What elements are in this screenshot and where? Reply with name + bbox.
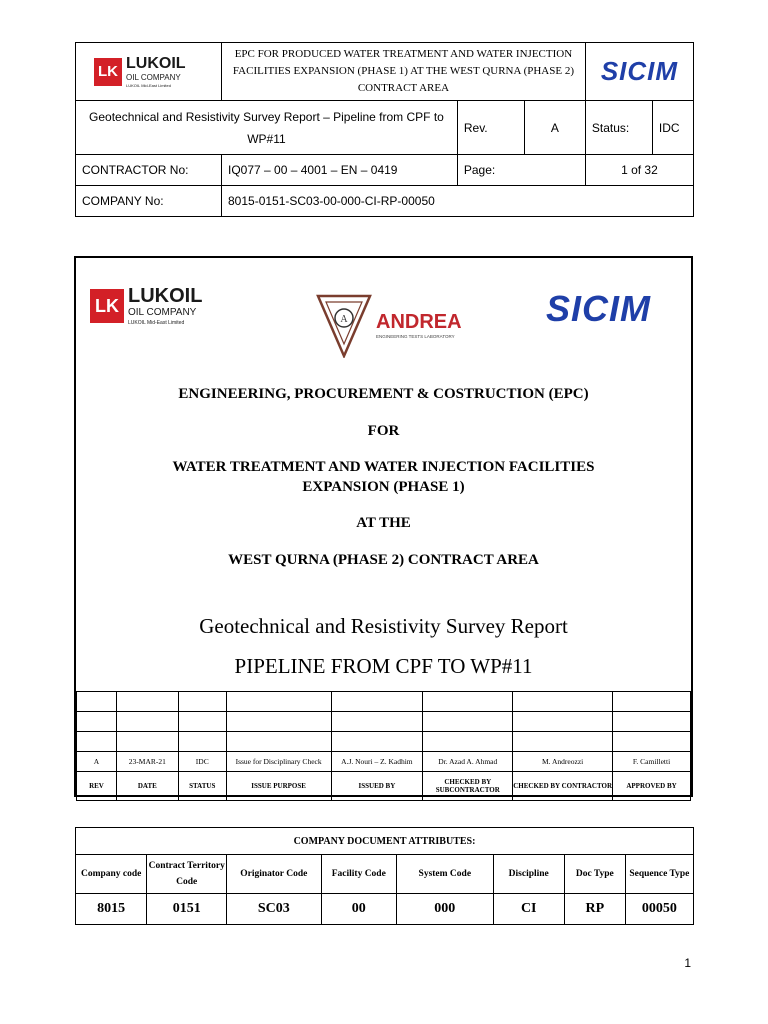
company-label: COMPANY No:: [76, 186, 222, 217]
lukoil-logo: [76, 56, 221, 88]
attr-header-sequence-type: Sequence Type: [625, 855, 693, 894]
attr-value-doc-type: RP: [564, 894, 625, 925]
rev-value: A: [524, 101, 585, 155]
revision-blank-row: [77, 732, 691, 752]
attributes-values-row: [76, 894, 694, 925]
page-label: Page:: [457, 155, 585, 186]
revision-labels-row: [77, 772, 691, 801]
status-label: Status:: [585, 101, 652, 155]
svg-text:A: A: [340, 314, 348, 325]
label-checked-by-subcontractor: CHECKED BY SUBCONTRACTOR: [423, 772, 513, 801]
cover-lukoil-logo: [90, 286, 202, 326]
revision-issued-by: A.J. Nouri – Z. Kadhim: [331, 752, 423, 772]
label-approved-by: APPROVED BY: [613, 772, 691, 801]
contractor-label: CONTRACTOR No:: [76, 155, 222, 186]
lukoil-logo-text: LUKOIL: [126, 54, 186, 72]
report-title: Geotechnical and Resistivity Survey Report: [199, 614, 568, 638]
cover-lukoil-logo-text: LUKOIL: [128, 285, 203, 307]
attr-value-originator-code: SC03: [227, 894, 321, 925]
company-value: 8015-0151-SC03-00-000-CI-RP-00050: [222, 186, 694, 217]
attr-header-discipline: Discipline: [493, 855, 564, 894]
andrea-triangle-emblem-icon: [316, 292, 372, 358]
cover-heading-project-line2: EXPANSION (PHASE 1): [302, 479, 465, 495]
revision-table: [76, 691, 691, 801]
revision-checked-by-contractor: M. Andreozzi: [513, 752, 613, 772]
attr-header-facility-code: Facility Code: [321, 855, 397, 894]
attr-header-contract-territory-code: Contract Territory Code: [147, 855, 227, 894]
cover-heading-at-the: AT THE: [356, 515, 411, 531]
cover-lukoil-emblem-icon: LK: [90, 289, 124, 323]
revision-rev: A: [77, 752, 117, 772]
attr-value-system-code: 000: [397, 894, 494, 925]
revision-blank-row: [77, 692, 691, 712]
cover-page: [74, 256, 693, 797]
document-attributes-table: [75, 827, 694, 925]
attributes-caption: COMPANY DOCUMENT ATTRIBUTES:: [76, 828, 694, 855]
report-subtitle: PIPELINE FROM CPF TO WP#11: [234, 654, 533, 678]
label-status: STATUS: [178, 772, 226, 801]
andrea-logo: [316, 292, 462, 358]
lukoil-logo-tagline: LUKOIL Mid-East Limited: [126, 82, 171, 88]
cover-heading-epc: ENGINEERING, PROCUREMENT & COSTRUCTION (EPC): [178, 386, 589, 402]
document-header: [75, 42, 694, 217]
attributes-header-row: [76, 855, 694, 894]
label-issued-by: ISSUED BY: [331, 772, 423, 801]
document-title: Geotechnical and Resistivity Survey Report – Pipeline from CPF to WP#11: [76, 101, 458, 155]
attr-value-contract-territory-code: 0151: [147, 894, 227, 925]
revision-row: [77, 752, 691, 772]
project-title: EPC FOR PRODUCED WATER TREATMENT AND WATER INJECTION FACILITIES EXPANSION (PHASE 1) AT THE WEST QURNA (PHASE 2) CONTRACT AREA: [222, 43, 586, 101]
cover-heading-project-line1: WATER TREATMENT AND WATER INJECTION FACILITIES: [172, 459, 595, 475]
cover-lukoil-logo-tagline: LUKOIL Mid-East Limited: [128, 320, 185, 326]
attr-header-originator-code: Originator Code: [227, 855, 321, 894]
header-lukoil-logo-cell: [76, 43, 222, 101]
lukoil-logo-subtext: OIL COMPANY: [126, 72, 181, 82]
status-value: IDC: [652, 101, 693, 155]
page-number: 1: [684, 956, 691, 970]
attr-header-doc-type: Doc Type: [564, 855, 625, 894]
revision-blank-row: [77, 712, 691, 732]
andrea-logo-subtext: ENGINEERING TESTS LABORATORY: [376, 334, 455, 339]
sicim-logo: SICIM: [600, 56, 679, 86]
attr-header-system-code: System Code: [397, 855, 494, 894]
lukoil-emblem-icon: LK: [94, 58, 122, 86]
label-checked-by-contractor: CHECKED BY CONTRACTOR: [513, 772, 613, 801]
cover-heading-location: WEST QURNA (PHASE 2) CONTRACT AREA: [228, 552, 539, 568]
contractor-value: IQ077 – 00 – 4001 – EN – 0419: [222, 155, 458, 186]
revision-purpose: Issue for Disciplinary Check: [226, 752, 331, 772]
revision-checked-by-subcontractor: Dr. Azad A. Ahmad: [423, 752, 513, 772]
rev-label: Rev.: [457, 101, 524, 155]
attr-value-discipline: CI: [493, 894, 564, 925]
attr-value-facility-code: 00: [321, 894, 397, 925]
revision-date: 23-MAR-21: [116, 752, 178, 772]
cover-lukoil-logo-subtext: OIL COMPANY: [128, 307, 197, 318]
attr-value-company-code: 8015: [76, 894, 147, 925]
label-date: DATE: [116, 772, 178, 801]
attr-value-sequence-type: 00050: [625, 894, 693, 925]
cover-sicim-logo: SICIM: [546, 288, 652, 329]
label-rev: REV: [77, 772, 117, 801]
page-value: 1 of 32: [585, 155, 693, 186]
revision-approved-by: F. Camilletti: [613, 752, 691, 772]
revision-status: IDC: [178, 752, 226, 772]
andrea-logo-text: ANDREA: [376, 311, 462, 333]
cover-heading-for: FOR: [367, 423, 400, 439]
attr-header-company-code: Company code: [76, 855, 147, 894]
label-issue-purpose: ISSUE PURPOSE: [226, 772, 331, 801]
header-sicim-logo-cell: [585, 43, 693, 101]
